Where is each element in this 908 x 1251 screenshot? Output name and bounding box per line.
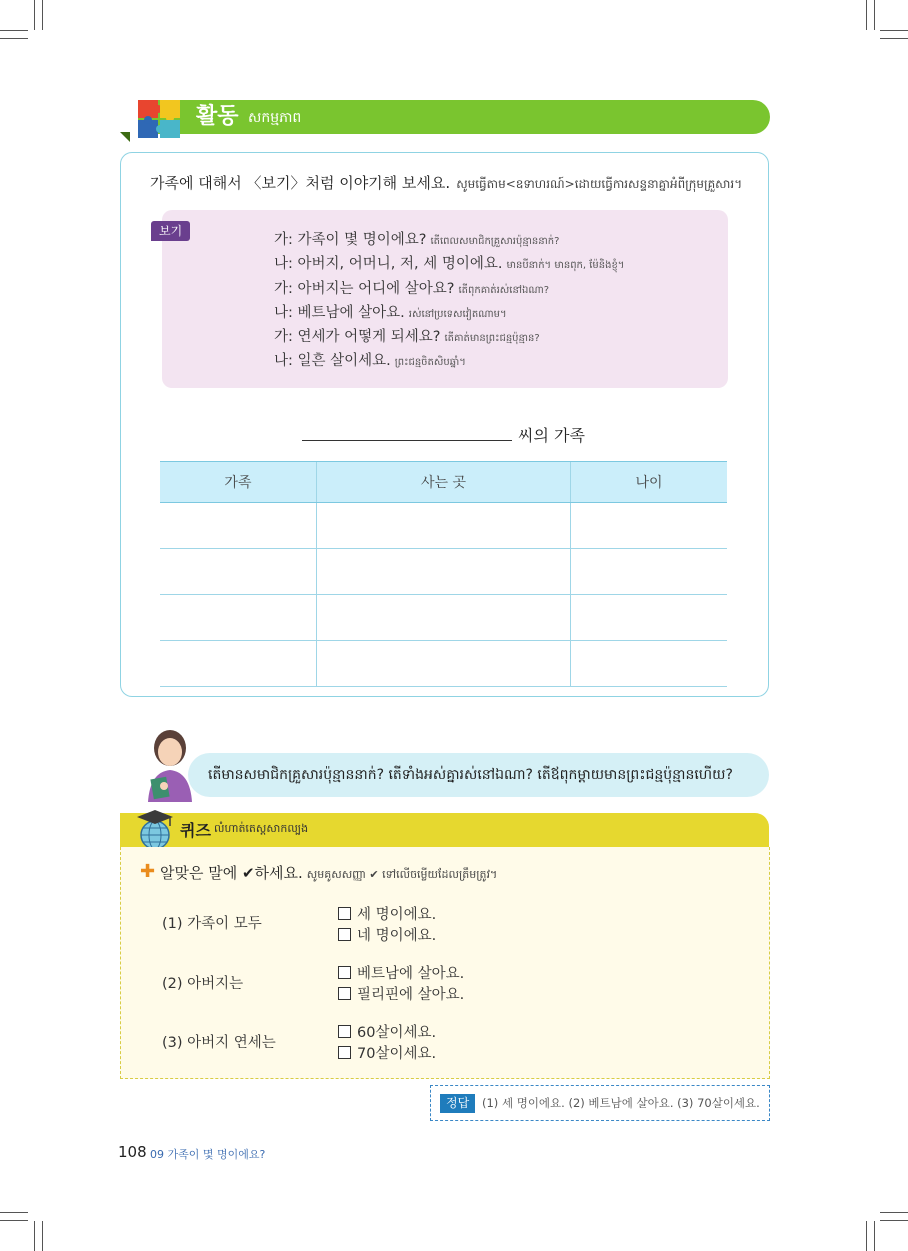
- activity-title: 활동: [196, 104, 239, 129]
- table-header: 사는 곳: [316, 462, 570, 503]
- family-label: 씨의 가족: [518, 426, 585, 445]
- quiz-option[interactable]: [338, 1042, 436, 1063]
- globe-graduation-icon: [137, 808, 175, 852]
- crop-mark: [34, 1221, 35, 1251]
- dialogue-khmer: ព្រះជន្មចិតសិបឆ្នាំ។: [394, 357, 466, 369]
- checkbox[interactable]: [338, 987, 351, 1000]
- checkbox[interactable]: [338, 928, 351, 941]
- dialogue-korean: 나: 베트남에 살아요.: [274, 304, 405, 321]
- answer-text: (1) 세 명이에요. (2) 베트남에 살아요. (3) 70살이세요.: [482, 1096, 760, 1110]
- table-header: 나이: [571, 462, 727, 503]
- quiz-instruction: [160, 862, 497, 884]
- checkbox[interactable]: [338, 1046, 351, 1059]
- activity-instruction: [150, 172, 742, 194]
- crop-mark: [866, 1221, 867, 1251]
- table-cell[interactable]: [316, 595, 570, 641]
- quiz-question: (1) 가족이 모두: [162, 916, 262, 932]
- option-label: 필리핀에 살아요.: [357, 987, 465, 1003]
- dialogue-korean: 나: 아버지, 어머니, 저, 세 명이에요.: [274, 256, 503, 273]
- checkbox[interactable]: [338, 1025, 351, 1038]
- table-cell[interactable]: [316, 641, 570, 687]
- table-cell[interactable]: [160, 641, 316, 687]
- crop-mark: [0, 30, 28, 31]
- crop-mark: [34, 0, 35, 30]
- table-cell[interactable]: [160, 503, 316, 549]
- activity-subtitle: សកម្មភាព: [248, 110, 302, 126]
- speech-text: តើមានសមាជិកគ្រួសារប៉ុន្មាននាក់? តើទាំងអស់គ្នារស់នៅឯណា? តើឪពុកម្ដាយមានព្រះជន្មប៉ុន្មានហើយ?: [208, 767, 733, 783]
- dialogue-khmer: តើពេលសមាជិកគ្រួសារប៉ុន្មាននាក់?: [430, 236, 560, 247]
- option-label: 세 명이에요.: [357, 907, 437, 923]
- dialogue-line: [274, 301, 624, 325]
- crop-mark: [880, 1212, 908, 1213]
- crop-mark: [42, 1221, 43, 1251]
- option-label: 네 명이에요.: [357, 928, 437, 944]
- crop-mark: [0, 1212, 28, 1213]
- quiz-question: (3) 아버지 연세는: [162, 1035, 276, 1051]
- crop-mark: [0, 1220, 28, 1221]
- instruction-korean: 가족에 대해서 〈보기〉처럼 이야기해 보세요.: [150, 174, 451, 192]
- dialogue-korean: 나: 일흔 살이세요.: [274, 353, 391, 370]
- name-blank[interactable]: [302, 440, 512, 441]
- checkbox[interactable]: [338, 907, 351, 920]
- option-label: 60살이세요.: [357, 1025, 437, 1041]
- option-label: 70살이세요.: [357, 1046, 437, 1062]
- activity-header-fold: [120, 132, 130, 142]
- dialogue-line: [274, 277, 624, 301]
- quiz-option[interactable]: [338, 962, 464, 983]
- table-row: [160, 641, 727, 687]
- table-row: [160, 549, 727, 595]
- chapter-title: 09 가족이 몇 명이에요?: [150, 1148, 266, 1161]
- table-cell[interactable]: [571, 503, 727, 549]
- dialogue-korean: 가: 아버지는 어디에 살아요?: [274, 280, 455, 297]
- dialogue-korean: 가: 가족이 몇 명이에요?: [274, 232, 427, 248]
- dialogue-line: [274, 252, 624, 276]
- dialogue-khmer: មានបីនាក់។ មានពុក, ម៉ែនិងខ្ញុំ។: [506, 260, 625, 272]
- table-row: [160, 595, 727, 641]
- crop-mark: [866, 0, 867, 30]
- teacher-illustration: [140, 722, 202, 802]
- crop-mark: [42, 0, 43, 30]
- plus-icon: ✚: [140, 861, 156, 882]
- quiz-option[interactable]: [338, 903, 436, 924]
- table-cell[interactable]: [160, 595, 316, 641]
- example-dialogue: [274, 228, 624, 374]
- instruction-khmer: សូមធ្វើតាម<ឧទាហរណ៍>ដោយធ្វើការសន្ទនាគ្នាអំពីក្រុមគ្រួសារ។: [456, 177, 743, 191]
- quiz-instruction-khmer: សូមគូសសញ្ញា ✔ ទៅលើចម្លើយដែលត្រឹមត្រូវ។: [306, 868, 498, 881]
- dialogue-korean: 가: 연세가 어떻게 되세요?: [274, 329, 441, 346]
- dialogue-khmer: តើពុកគាត់រស់នៅឯណា?: [458, 284, 550, 296]
- dialogue-line: [274, 325, 624, 349]
- dialogue-line: [274, 228, 624, 252]
- table-cell[interactable]: [571, 549, 727, 595]
- dialogue-line: [274, 349, 624, 373]
- crop-mark: [0, 38, 28, 39]
- family-table: [160, 461, 727, 687]
- answer-tag: 정답: [440, 1094, 475, 1113]
- dialogue-khmer: រស់នៅប្រទេសវៀតណាម។: [408, 308, 507, 320]
- quiz-title: 퀴즈: [180, 821, 211, 840]
- quiz-instruction-korean: 알맞은 말에 ✔하세요.: [160, 864, 303, 882]
- dialogue-khmer: តើគាត់មានព្រះជន្មប៉ុន្មាន?: [444, 333, 540, 345]
- quiz-option[interactable]: [338, 1021, 436, 1042]
- option-label: 베트남에 살아요.: [357, 966, 465, 982]
- puzzle-icon: [134, 94, 186, 142]
- table-cell[interactable]: [160, 549, 316, 595]
- table-cell[interactable]: [571, 595, 727, 641]
- crop-mark: [880, 38, 908, 39]
- crop-mark: [874, 1221, 875, 1251]
- table-header: 가족: [160, 462, 316, 503]
- page-number: 108: [118, 1143, 147, 1161]
- table-cell[interactable]: [316, 503, 570, 549]
- quiz-question: (2) 아버지는: [162, 976, 244, 992]
- crop-mark: [880, 30, 908, 31]
- quiz-option[interactable]: [338, 983, 464, 1004]
- quiz-option[interactable]: [338, 924, 436, 945]
- table-cell[interactable]: [571, 641, 727, 687]
- example-tag: 보기: [151, 221, 190, 241]
- table-row: [160, 503, 727, 549]
- quiz-subtitle: លំហាត់តេស្តសាកល្បង: [214, 822, 309, 835]
- crop-mark: [874, 0, 875, 30]
- table-cell[interactable]: [316, 549, 570, 595]
- checkbox[interactable]: [338, 966, 351, 979]
- crop-mark: [880, 1220, 908, 1221]
